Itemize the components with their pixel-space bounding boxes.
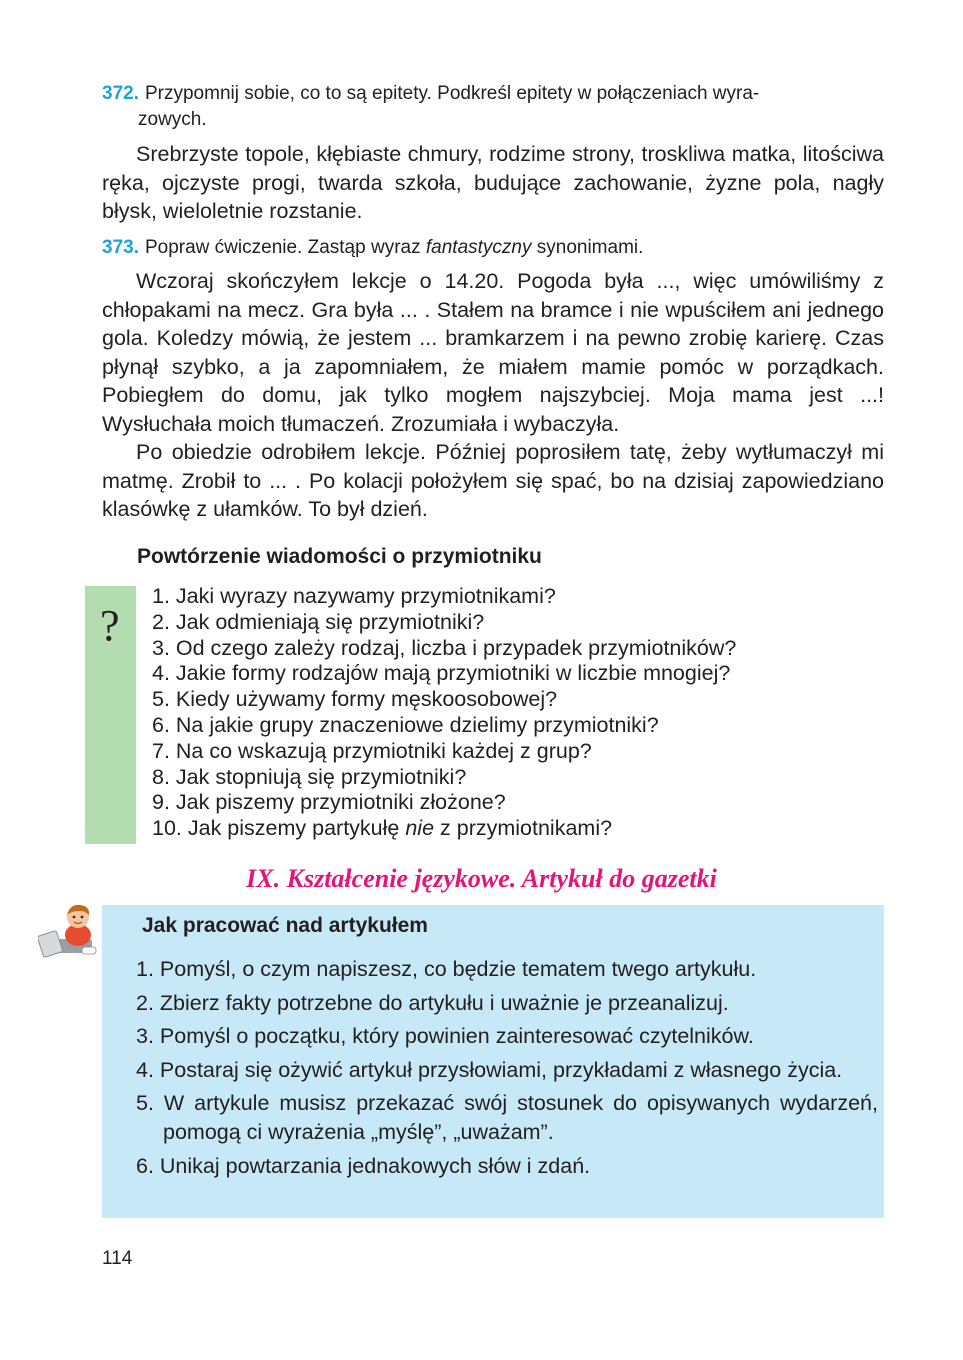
instruction-text-continued: zowych. [138,109,207,130]
question-italic-word: nie [405,816,435,841]
question-item: 6. Na jakie grupy znaczeniowe dzielimy przymiotniki? [152,712,659,737]
howto-steps [136,955,878,1185]
question-text: 10. Jak piszemy partykułę [152,816,406,841]
question-item: 8. Jak stopniują się przymiotniki? [152,764,467,789]
question-item: 2. Jak odmieniają się przymiotniki? [152,609,485,634]
question-item: 4. Jakie formy rodzajów mają przymiotniki w liczbie mnogiej? [152,661,731,686]
section-title: Powtórzenie wiadomości o przymiotniku [137,545,542,568]
instruction-text: Przypomnij sobie, co to są epitety. Podkreśl epitety w połączeniach wyra- [144,83,760,104]
exercise-number: 373. [102,237,139,258]
exercise-number: 372. [102,83,139,104]
step-item: 6. Unikaj powtarzania jednakowych słów i zdań. [136,1153,591,1178]
question-text-end: z przymiotnikami? [434,816,613,841]
step-item: 5. W artykule musisz przekazać swój stosunek do opisywanych wydarzeń, pomogą ci wyrażenia „myślę”, „uważam”. [136,1091,878,1144]
question-item: 7. Na co wskazują przymiotniki każdej z grup? [152,738,592,763]
paragraph: Srebrzyste topole, kłębiaste chmury, rodzime strony, troskliwa matka, litościwa ręka, ojczyste progi, twarda szkoła, budujące zachowanie, żyzne pola, nagły błysk, wieloletnie rozstanie. [102,142,884,223]
question-item: 3. Od czego zależy rodzaj, liczba i przypadek przymiotników? [152,635,737,660]
review-questions [152,584,736,842]
chapter-title: IX. Kształcenie językowe. Artykuł do gazetki [246,864,717,893]
question-item: 5. Kiedy używamy formy męskoosobowej? [152,687,558,712]
paragraph: Wczoraj skończyłem lekcje o 14.20. Pogoda była ..., więc umówiliśmy z chłopakami na mecz. Gra była ... . Stałem na bramce i nie wpuściłem ani jednego gola. Koledzy mówią, że jestem ... bramkarzem i na pewno zrobię karierę. Czas płynął szybko, a ja zapomniałem, że miałem mamie pomóc w porządkach. Pobiegłem do domu, jak tylko mogłem najszybciej. Moja mama jest ...! Wysłuchała moich tłumaczeń. Zrozumiała i wybaczyła. [102,269,884,436]
step-item: 2. Zbierz fakty potrzebne do artykułu i uważnie je przeanalizuj. [136,990,729,1015]
instruction-text: Popraw ćwiczenie. Zastąp wyraz [144,237,426,258]
exercise-372-text [102,140,884,226]
step-item: 1. Pomyśl, o czym napiszesz, co będzie tematem twego artykułu. [136,957,757,981]
howto-title: Jak pracować nad artykułem [142,914,428,937]
boy-with-laptop-icon [38,903,100,961]
exercise-373-instruction [102,235,884,261]
page-number: 114 [102,1248,133,1269]
question-item [152,816,736,842]
question-item: 1. Jaki wyrazy nazywamy przymiotnikami? [152,584,556,608]
paragraph: Po obiedzie odrobiłem lekcje. Później poprosiłem tatę, żeby wytłumaczył mi matmę. Zrobił to ... . Po kolacji położyłem się spać, bo na dzisiaj zapowiedziano klasówkę z ułamków. To był dzień. [102,440,884,521]
exercise-373-text [102,267,884,524]
instruction-italic-word: fantastyczny [425,237,532,258]
step-item: 3. Pomyśl o początku, który powinien zainteresować czytelników. [136,1024,754,1048]
instruction-text-end: synonimami. [531,237,644,258]
step-item: 4. Postaraj się ożywić artykuł przysłowiami, przykładami z własnego życia. [136,1057,843,1082]
question-item: 9. Jak piszemy przymiotniki złożone? [152,790,506,815]
question-mark-icon: ? [100,601,120,650]
exercise-372-instruction [102,81,884,133]
